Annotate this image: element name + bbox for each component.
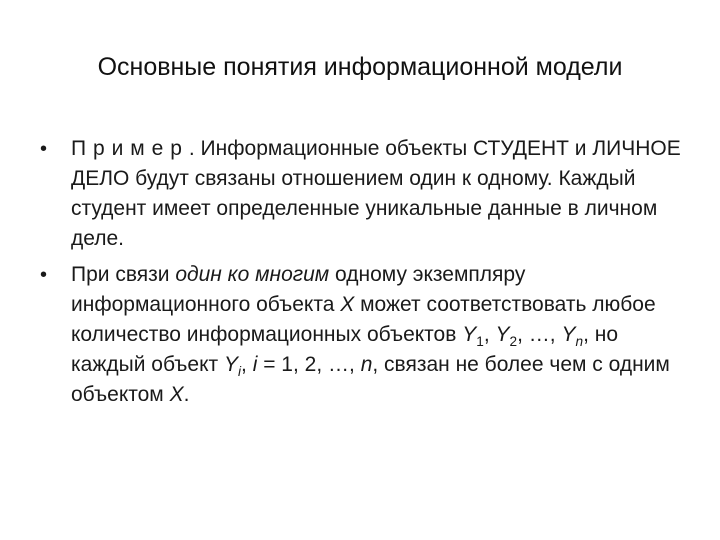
variable-x: X: [169, 383, 184, 406]
text-run: может соответствовать любое количество информационных объектов: [71, 293, 656, 346]
bullet-text: . Информационные объекты СТУДЕНТ и ЛИЧНОЕ ДЕЛО будут связаны отношением один к одному. Каждый студент имеет определенные уникальные данные в личном деле.: [71, 137, 681, 250]
variable-y: Y: [462, 323, 477, 346]
bullet-item: [40, 260, 690, 410]
text-run: ,: [241, 353, 253, 376]
example-lead: Пример: [71, 137, 189, 160]
text-run: , …,: [517, 323, 562, 346]
variable-i: i: [252, 353, 258, 376]
variable-y: Y: [561, 323, 576, 346]
bullet-dot-icon: •: [40, 264, 48, 286]
bullet-list: [40, 134, 690, 416]
text-run: = 1, 2, …,: [257, 353, 361, 376]
italic-run: один ко многим: [175, 263, 330, 286]
variable-y: Y: [223, 353, 238, 376]
text-run: , но каждый объект: [71, 323, 619, 376]
text-run: При связи: [71, 263, 176, 286]
text-run: одному экземпляру информационного объекта: [71, 263, 526, 316]
variable-x: X: [340, 293, 355, 316]
slide-title: Основные понятия информационной модели: [97, 53, 623, 81]
subscript: i: [238, 363, 242, 379]
bullet-item: [40, 134, 690, 254]
text-run: ,: [483, 323, 496, 346]
subscript: n: [575, 333, 584, 349]
bullet-dot-icon: •: [40, 138, 48, 160]
text-run: , связан не более чем с одним объектом: [71, 353, 670, 406]
variable-n: n: [360, 353, 373, 376]
subscript: 2: [509, 333, 518, 349]
text-run: .: [183, 383, 190, 406]
variable-y: Y: [495, 323, 510, 346]
subscript: 1: [476, 333, 484, 349]
